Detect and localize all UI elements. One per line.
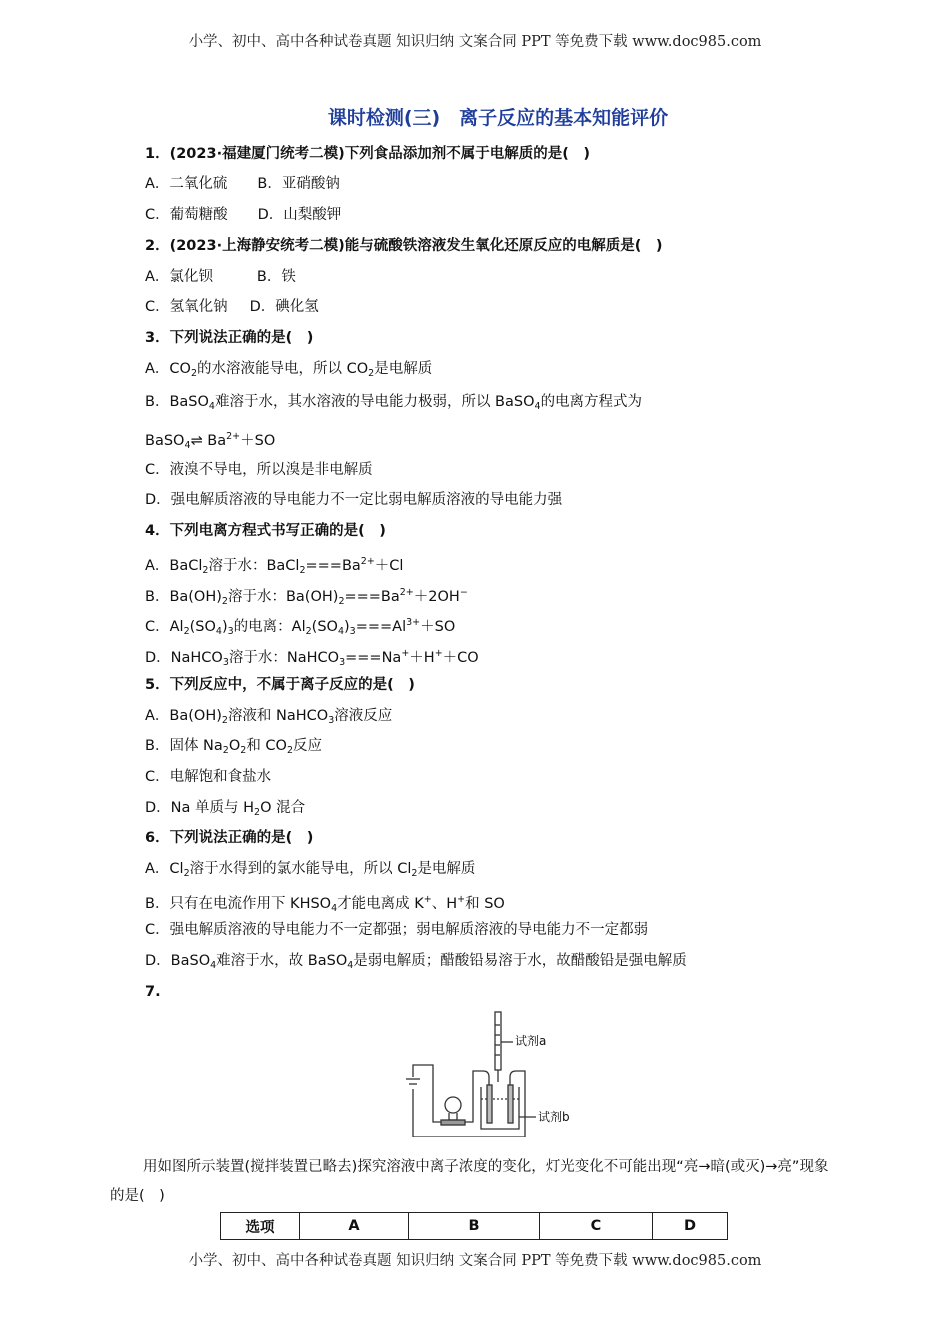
- q2-option-c: C．氢氧化钠: [145, 299, 228, 315]
- q3-option-a: A．$CO_2$的水溶液能导电，所以 $CO_2$是电解质: [145, 361, 433, 379]
- q6-stem: 6．下列说法正确的是( ): [145, 830, 314, 846]
- q5-option-b: B．固体 $Na_2O_2$和 $CO_2$反应: [145, 738, 323, 756]
- reagent-b-label: 试剂b: [538, 1110, 570, 1124]
- reagent-a-label: 试剂a: [515, 1034, 547, 1048]
- apparatus-diagram: [403, 1007, 583, 1137]
- q1-option-b: B．亚硝酸钠: [257, 176, 340, 192]
- q3-stem: 3．下列说法正确的是( ): [145, 330, 314, 346]
- q4-option-d: D．NaHCO$_3$溶于水：NaHCO$_3$===Na+＋H+＋CO: [145, 648, 479, 668]
- q2-options-cd: [145, 298, 319, 316]
- table-header-cell: C: [540, 1213, 653, 1240]
- q3-option-c: C．液溴不导电，所以溴是非电解质: [145, 462, 373, 478]
- q1-options-cd: [145, 206, 341, 224]
- q6-option-d: D．BaSO$_4$难溶于水，故 BaSO$_4$是弱电解质；醋酸铅易溶于水，故醋酸铅是强电解质: [145, 953, 687, 971]
- q2-option-d: D．碘化氢: [249, 299, 319, 315]
- q1-stem: 1．(2023·福建厦门统考二模)下列食品添加剂不属于电解质的是( ): [145, 146, 590, 162]
- q1-option-d: D．山梨酸钾: [257, 207, 342, 223]
- q3-option-b: B．BaSO$_4$难溶于水，其水溶液的导电能力极弱，所以 BaSO$_4$的电离方程式为: [145, 394, 643, 412]
- q5-option-a: A．$Ba(OH)_2$溶液和 NaHCO$_3$溶液反应: [145, 708, 393, 726]
- q1-options-ab: [145, 175, 340, 193]
- q7-stem: 用如图所示装置(搅拌装置已略去)探究溶液中离子浓度的变化，灯光变化不可能出现“亮→暗(或灭)→亮”现象的是( ): [110, 1159, 829, 1204]
- table-header-cell: B: [409, 1213, 540, 1240]
- q7-number: 7.: [145, 984, 161, 1000]
- q6-option-b: B．只有在电流作用下 $KHSO_4$才能电离成 K+、H+和 SO: [145, 894, 505, 914]
- page-footer: 小学、初中、高中各种试卷真题 知识归纳 文案合同 PPT 等免费下载 www.doc985.com: [188, 1253, 762, 1269]
- q2-option-b: B．铁: [256, 269, 296, 285]
- q2-options-ab: [145, 268, 296, 286]
- q6-option-a: A．$Cl_2$溶于水得到的氯水能导电，所以 $Cl_2$是电解质: [145, 861, 476, 879]
- q4-option-c: C．$Al_2(SO_4)_3$的电离：$Al_2(SO_4)_3===Al^{3+}+SO$: [145, 617, 456, 637]
- table-header-cell: A: [300, 1213, 409, 1240]
- q3-equation: BaSO$_4$⇌ $Ba^{2+}+SO$: [145, 431, 276, 451]
- q2-option-a: A．氯化钡: [145, 269, 213, 285]
- q2-stem: 2．(2023·上海静安统考二模)能与硫酸铁溶液发生氧化还原反应的电解质是( ): [145, 238, 663, 254]
- page-header: 小学、初中、高中各种试卷真题 知识归纳 文案合同 PPT 等免费下载 www.doc985.com: [188, 34, 762, 50]
- q4-option-a: A．BaCl$_2$溶于水：$BaCl_2===Ba^{2+}+Cl$: [145, 556, 404, 576]
- q3-option-d: D．强电解质溶液的导电能力不一定比弱电解质溶液的导电能力强: [145, 492, 563, 508]
- q1-option-a: A．二氧化硫: [145, 176, 228, 192]
- q5-option-c: C．电解饱和食盐水: [145, 769, 272, 785]
- table-header-cell: 选项: [221, 1213, 300, 1240]
- q4-stem: 4．下列电离方程式书写正确的是( ): [145, 523, 386, 539]
- q5-stem: 5．下列反应中，不属于离子反应的是( ): [145, 677, 415, 693]
- q4-option-b: B．$Ba(OH)_2$溶于水：$Ba(OH)_2===Ba^{2+}+2OH^-$: [145, 587, 468, 607]
- page-title: 课时检测(三) 离子反应的基本知能评价: [327, 107, 669, 129]
- q6-option-c: C．强电解质溶液的导电能力不一定都强；弱电解质溶液的导电能力不一定都弱: [145, 922, 649, 938]
- q1-option-c: C．葡萄糖酸: [145, 207, 228, 223]
- options-table: [220, 1212, 728, 1240]
- q5-option-d: D．Na 单质与 $H_2O$ 混合: [145, 800, 306, 818]
- table-header-cell: D: [653, 1213, 728, 1240]
- table-header-row: [221, 1213, 728, 1240]
